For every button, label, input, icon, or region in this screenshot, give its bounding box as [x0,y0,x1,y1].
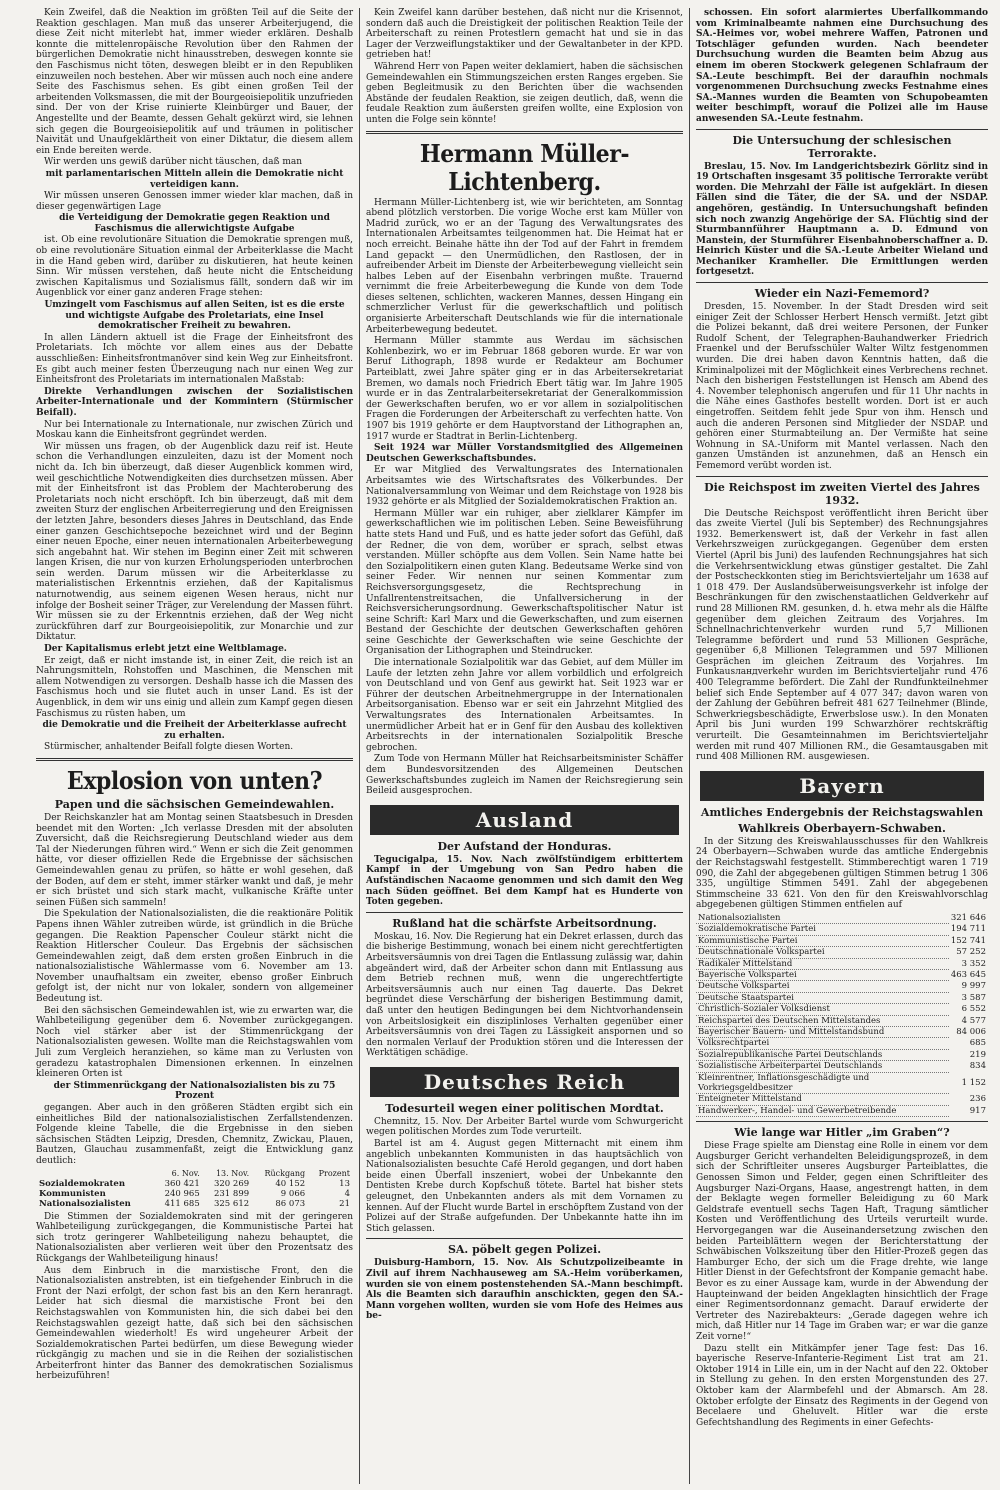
article-text: Zum Tode von Hermann Müller hat Reichsarbeitsminister Schäffer dem Bundesvorsitzenden des Allgemeinen Deutschen Gewerkschaftsbundes zugleich im Namen der Reichsregierung sein Beileid ausgesprochen. [366,754,683,797]
article-text: Breslau, 15. Nov. Im Landgerichtsbezirk Görlitz sind in 19 Ortschaften insgesamt 35 politische Terrorakte verübt worden. Die Mehrzahl der Fälle ist aufgeklärt. In diesen Fällen sind die Täter, die der SA. und der NSDAP. angehören, geständig. In Untersuchungshaft befinden sich noch zwanzig Angehörige der SA. Flüchtig sind der Sturmbannführer Hauptmann a. D. Edmund von Manstein, der Sturmführer Eisenbahnoberschaffner a. D. Heinrich Küster und die SA.-Leute Arbeiter Wieland und Mechaniker Kramheller. Die Ermittlungen werden fortgesetzt. [696,161,988,278]
vote-count: 219 [969,1049,986,1060]
vote-count: 685 [969,1038,986,1049]
party-name: Deutsche Staatspartei [696,992,949,1003]
vote-count: 917 [969,1105,986,1116]
vote-count: 236 [969,1094,986,1105]
party-name: Bayerischer Bauern- und Mittelstandsbund [696,1027,949,1038]
emphasis-text: Seit 1924 war Müller Vorstandsmitglied des Allgemeinen Deutschen Gewerkschaftsbundes. [366,443,683,464]
article-text: gegangen. Aber auch in den größeren Städten ergibt sich ein einheitliches Bild der nationalsozialistischen Zerfallstendenzen. Folgende kleine Tabelle, die die Ergebnisse in den sieben sächsischen Städten Leipzig, Dresden, Chemnitz, Zwickau, Plauen, Bautzen, Glauchau zusammenfaßt, zeigt die Entwicklung ganz deutlich: [36,1103,353,1166]
table-row [696,958,988,969]
table-row [36,1199,353,1209]
article-text: ist. Ob eine revolutionäre Situation die Demokratie sprengen muß, ob eine revolutionäre Situation einmal der Arbeiterklasse die Macht in die Hand geben wird, darüber zu diskutieren, hat heute keinen Sinn. Wir müssen verstehen, daß heute nicht die Entscheidung zwischen Kapitalismus und Sozialismus fällt, sondern daß wir im Augenblick vor einer ganz anderen Frage stehen: [36,235,353,299]
vote-count: 321 646 [950,913,986,924]
headline-mueller: Hermann Müller-Lichtenberg. [419,138,630,196]
article-text: Aus dem Einbruch in die marxistische Front, den die Nationalsozialisten anstrebten, ist ein tiefgehender Einbruch in die Front der Nazi erfolgt, der schon fast bis an den Kern heranragt. Leider hat sich diesmal die marxistische Front bei den Reichstagswahlen von Kommunisten hin, die sich dabei bei den Reichstagswahlen gezeigt hatte, daß sich bei den sächsischen Gemeindewahlen wiederholt! Es wird ungeheurer Arbeit der Sozialdemokratischen Partei bedürfen, um diese Bewegung wieder rückgängig zu machen und sie in die Reihen der sozialistischen Arbeiterfront hinter das Banner des demokratischen Sozialismus herbeizuführen! [36,1265,353,1382]
table-cell: 86 073 [275,1198,306,1209]
vote-count: 3 587 [961,992,986,1003]
vote-count: 834 [969,1061,986,1072]
table-cell: 13 [339,1178,350,1189]
subheadline-wahlkreis: Wahlkreis Oberbayern-Schwaben. [738,821,946,835]
party-name: Bayerische Volkspartei [696,970,949,981]
article-text: Dresden, 15. November. In der Stadt Dresden wird seit einiger Zeit der Schlosser Herbert Hensch vermißt. Jetzt gibt die Polizei bekannt, daß drei weitere Personen, der Funker Rudolf Schent, der Telegraphen-Bauhandwerker Friedrich Fraenkel und der Berufsschüler Walter Wiltz festgenommen wurden. Die drei haben davon Kenntnis hatten, daß die Kriminalpolizei mit der Möglichkeit eines Verbrechens rechnet. Nach den bisherigen Feststellungen ist Hensch am Abend des 4. November telephonisch angerufen und für 11 Uhr nachts in die Nähe eines Gasthofes bestellt worden. Dort ist er auch eingetroffen. Seitdem fehlt jede Spur von ihm. Hensch und auch die anderen Personen sind Mitglieder der NSDAP. und gehören einer Sturmabteilung an. Der Vermißte hat seine Wohnung in SA.-Uniform mit Mantel verlassen. Nach den ganzen Umständen ist anzunehmen, daß an Hensch ein Fememord verübt worden ist. [696,302,988,471]
headline-reichspost: Die Reichspost im zweiten Viertel des Jahres 1932. [704,480,980,507]
table-header-row [36,1169,353,1179]
divider [696,129,988,130]
article-text: Wir werden uns gewiß darüber nicht täuschen, daß man [44,157,303,168]
vote-count: 3 352 [961,958,986,969]
vote-count: 57 252 [956,947,986,958]
article-text: schossen. Ein sofort alarmiertes Überfallkommando vom Kriminalbeamte nahmen eine Durchsuchung des SA.-Heimes vor, wobei mehrere Waffen, Patronen und Totschläger gefunden wurden. Nach beendeter Durchsuchung wurden die Beamten beim Abzug aus einem im oberen Stockwerk gelegenen Schlafraum der SA.-Leute beschimpft. Bei der daraufhin nochmals vorgenommenen Durchsuchung zwecks Festnahme eines SA.-Mannes wurden die Beamten von Schupobeamten weiter beschimpft, worauf die Polizei alle im Hause anwesenden SA.-Leute festnahm. [696,8,988,124]
vote-count: 9 997 [961,981,986,992]
divider [366,1238,683,1239]
party-name: Kleinrentner, Inflationsgeschädigte und Vorkriegsgeldbesitzer [696,1072,949,1094]
section-banner-reich: Deutsches Reich [370,1067,679,1097]
divider [696,1121,988,1122]
article-text: Nur bei Internationale zu Internationale, nur zwischen Zürich und Moskau kann die Einheitsfront gegründet werden. [36,419,353,441]
article-text: Wir müssen uns fragen, ob der Augenblick dazu reif ist. Heute schon die Verhandlungen einzuleiten, dazu ist der Moment noch nicht da. Ich bin überzeugt, daß dieser Augenblick kommen wird, weil geschichtliche Notwendigkeiten dies durchsetzen müssen. Aber mit der Einheitsfront ist das Problem der Machteroberung des Proletariats noch nicht erschöpft. Ich bin überzeugt, daß mit dem zweiten Sturz der englischen Arbeiterregierung und den Ereignissen der letzten Jahre, besonders dieses Jahres in Deutschland, das Ende einer ganzen Geschichtsepoche bezeichnet wird und der Beginn einer neuen Epoche, einer neuen internationalen Arbeiterbewegung sich angebahnt hat. Wir stehen im Beginn einer Zeit mit schweren langen Krisen, die nur von kurzen Erholungsperioden unterbrochen sein werden. Darum müssen wir die Arbeiterklasse zu materialistischen Erkenntnis erziehen, daß der Kapitalismus naturnotwendig, aus seinem eigenen Wesen heraus, nicht nur infolge der Bosheit seiner Träger, zur Verelendung der Massen führt. Wir müssen sie zu der Erkenntnis erziehen, daß der Weg nicht zurückführen darf zur Bourgeoisiepolitik, zur Monarchie und zur Diktatur. [36,441,353,643]
divider [696,282,988,283]
table-row [696,924,988,935]
vote-count: 6 552 [961,1004,986,1015]
election-results-table [36,1169,353,1209]
emphasis-text: mit parlamentarischen Mitteln allein die Demokratie nicht verteidigen kann. [45,168,344,190]
article-text: Bartel ist am 4. August gegen Mitternacht mit einem ihm angeblich unbekannten Kommunisten in das hauptsächlich von Nationalsozialisten besuchte Café Herold gegangen, und dort haben beide einen Überfall inszeniert, wobei der Unbekannte den Dentisten Krebe durch Kopfschuß tötete. Bartel hat bisher stets geleugnet, den Unbekannten anders als mit dem Vornamen zu kennen. Auf der Flucht wurde Bartel in erschöpftem Zustand von der Polizei auf der Straße aufgefunden. Der Unbekannte hatte ihn im Stich gelassen. [366,1139,683,1234]
table-header [36,1169,153,1179]
party-name: Deutsche Volkspartei [696,981,949,992]
divider [366,131,683,134]
table-row [696,981,988,992]
table-row [696,1015,988,1026]
table-cell: Kommunisten [39,1188,106,1199]
table-row [36,1179,353,1189]
column-right [690,8,994,1484]
party-name: Radikaler Mittelstand [696,958,949,969]
table-cell: 325 612 [213,1198,250,1209]
headline-hitler-graben: Wie lange war Hitler „im Graben“? [734,1126,950,1140]
party-name: Handwerker-, Handel- und Gewerbetreibende [696,1105,949,1116]
article-text: In der Sitzung des Kreiswahlausschusses für den Wahlkreis 24 Oberbayern—Schwaben wurde das amtliche Endergebnis der Reichstagswahl festgestellt. Stimmberechtigt waren 1 719 090, die Zahl der abgegebenen gültigen Stimmen betrug 1 306 335, ungültige Stimmen 5491. Zahl der abgegebenen Stimmscheine 33 621. Von den für den Kreiswahlvorschlag abgegebenen gültigen Stimmen entfielen auf [696,836,988,911]
headline-explosion: Explosion von unten? [66,765,323,795]
article-text: Diese Frage spielte am Dienstag eine Rolle in einem vor dem Augsburger Gericht verhandelten Beleidigungsprozeß, in dem sich der Schriftleiter unseres Augsburger Parteiblattes, die Genossen Simon und Felder, gegen einen Schriftleiter des Augsburger Nazi-Organs, Haase, angestrengt hatten, in dem der Beklagte wegen formeller Beleidigung zu 60 Mark Geldstrafe eventuell sechs Tagen Haft, Tragung sämtlicher Kosten und Veröffentlichung des Urteils verurteilt wurde. Hervorgegangen war die Auseinandersetzung zwischen den beiden Parteiblättern wegen der Berichterstattung der Schwäbischen Volkszeitung über den Hitler-Prozeß gegen das Hamburger Echo, der sich um die Frage drehte, wie lange Hitler Dienst in der Gefechtsfront der Kompanie gemacht habe. Bevor es zu einer Aussage kam, wurde in der Abwendung der Haupteinwand der beiden Angeklagten hinsichtlich der Frage einer Regimentsordonnanz gemacht. Darauf erwiderte der Vertreter des Nazirebakteurs: „Gerade dagegen wehre ich mich, daß Hitler nur 14 Tage im Graben war; er war die ganze Zeit vorne!“ [696,1141,988,1342]
vote-count: 152 741 [950,935,986,946]
article-text: Hermann Müller war ein ruhiger, aber zielklarer Kämpfer im gewerkschaftlichen wie im politischen Leben. Seine Beweisführung hatte stets Hand und Fuß, und es hatte jeder sofort das Gefühl, daß der Redner, die von dem, worüber er sprach, selbst etwas verstanden. Müller schöpfte aus dem Vollen. Sein Name hatte bei den Sozialpolitikern einen guten Klang. Bedeutsame Werke sind von seiner Feder. Wir nennen nur seinen Kommentar zum Reichsversorgungsgesetz, die Rechtsprechung in Unfallrentenstreitsachen, die Unfallversicherung in der Reichsversicherungsordnung. Gewerkschaftspolitischer Natur ist seine Schrift: Karl Marx und die Gewerkschaften, und zum eisernen Bestand der Geschichte der deutschen Gewerkschaften gehören seine Geschichte der Gewerkschaften wie seine Geschichte der Organisation der Lithographen und Steindrucker. [366,508,683,657]
article-text: Dazu stellt ein Mitkämpfer jener Tage fest: Das 16. bayerische Reserve-Infanterie-Regiment List trat am 21. Oktober 1914 in Lille ein, um in der Nacht auf den 22. Oktober in Stellung zu gehen. In den ersten Morgenstunden des 27. Oktober kam der Alarmbefehl und der Abmarsch. Am 28. Oktober erfolgte der Einsatz des Regiments in der Gegend von Becelaere und Gheluvelt. Hitler war die erste Gefechtshandlung des Regiments in einer Gefechts- [696,1343,988,1428]
divider [36,758,353,761]
table-cell: 231 899 [213,1188,250,1199]
table-row [696,935,988,946]
headline-honduras: Der Aufstand der Honduras. [437,839,612,853]
party-name: Volksrechtpartei [696,1038,949,1049]
party-name: Reichspartei des Deutschen Mittelstandes [696,1015,949,1026]
article-text: Kein Zweifel kann darüber bestehen, daß nicht nur die Krisennot, sondern daß auch die Dreistigkeit der politischen Reaktion Teile der Arbeiterschaft zu reinen Protestlern gemacht hat und sie in das Lager der Verzweiflungstaktiker und der Gewaltanbeter in der KPD. getrieben hat! [366,8,683,61]
headline-fememord: Wieder ein Nazi-Fememord? [754,287,930,301]
headline-sa-polizei: SA. pöbelt gegen Polizei. [447,1243,602,1257]
emphasis-text: Direkte Verhandlungen zwischen der Sozialistischen Arbeiter-Internationale und der Kommintern (Stürmischer Beifall). [36,386,353,418]
article-text: Wir müssen unseren Genossen immer wieder klar machen, daß in dieser gegenwärtigen Lage [36,191,353,212]
subheadline-papen: Papen und die sächsischen Gemeindewahlen. [54,797,335,811]
table-row [696,992,988,1003]
table-row [696,1027,988,1038]
divider [696,476,988,477]
table-row [36,1189,353,1199]
article-text: Moskau, 16. Nov. Die Regierung hat ein Dekret erlassen, durch das die bisherige Bestimmung, wonach bei einem nicht gerechtfertigten Arbeitsversäumnis von drei Tagen die Entlassung zulässig war, dahin abgeändert wird, daß der Arbeiter schon dann mit Entlassung aus dem Betrieb rechnen muß, wenn die ungerechtfertigte Arbeitsversäumnis auch nur einen Tag dauerte. Das Dekret begründet diese Verschärfung der bisherigen Bestimmung damit, daß unter den heutigen Bedingungen bei dem Nichtvorhandensein von Arbeitslosigkeit ein disziplinloses Verhalten gegenüber einer Arbeitsversäumnis von drei Tagen zu Lässigkeit anspornen und so den normalen Verlauf der Produktion stören und die Interessen der Werktätigen schädige. [366,931,683,1059]
article-text: Während Herr von Papen weiter deklamiert, haben die sächsischen Gemeindewahlen ein Stimmungszeichen ersten Ranges ergeben. Sie geben Begleitmusik zu den Berichten über die wachsenden Abstände der feudalen Reaktion, sie zeigen deutlich, daß, wenn die feudale Reaktion zum äußersten greifen wollte, eine Explosion von unten die Folge sein könnte! [366,61,683,125]
table-row [696,1004,988,1015]
article-text: Tegucigalpa, 15. Nov. Nach zwölfstündigem erbittertem Kampf in der Umgebung von San Pedro haben die Aufständischen Nacaome genommen und sich damit den Weg nach Süden geöffnet. Bei dem Kampf hat es Hunderte von Toten gegeben. [366,854,683,908]
section-banner-bayern: Bayern [700,771,984,801]
article-text: Bei den sächsischen Gemeindewahlen ist, wie zu erwarten war, die Wahlbeteiligung gegenüber dem 6. November zurückgegangen. Noch viel stärker aber ist der Stimmenrückgang der Nationalsozialisten gewesen. Wollte man die Reichstagswahlen vom Juli zum Vergleich heranziehen, so käme man zu Verlusten von geradezu katastrophalen Dimensionen erkennen. In einzelnen kleineren Orten ist [36,1005,353,1080]
article-text: Hermann Müller-Lichtenberg ist, wie wir berichteten, am Sonntag abend plötzlich verstorben. Die vorige Woche erst kam Müller von Madrid zurück, wo er an der Tagung des Verwaltungsrates des Internationalen Arbeitsamtes teilgenommen hat. Die Heimat hat er noch erreicht. Beinahe hätte ihn der Tod auf der Fahrt in fremdem Land gepackt — den Unermüdlichen, den Rastlosen, der in aufreibender Arbeit im Dienste der Arbeiterbewegung vielleicht sein halbes Leben auf der Eisenbahn verbringen mußte. Trauernd vernimmt die freie Arbeiterbewegung die Kunde von dem Tode dieses seltenen, schlichten, wackeren Mannes, dessen Hingang ein schmerzlicher Verlust für die gewerkschaftlich und politisch organisierte Arbeiterschaft Deutschlands wie für die internationale Arbeiterbewegung bedeutet. [366,197,683,335]
column-left [30,8,360,1484]
table-row [696,1094,988,1105]
article-text: In allen Ländern aktuell ist die Frage der Einheitsfront des Proletariats. Ich möchte vor allem eines aus der Debatte ausschließen: Einheitsfrontmanöver sind kein Weg zur Einheitsfront. Es gibt auch meiner festen Überzeugung nach nur einen Weg zur Einheitsfront des Proletariats im internationalen Maßstab: [36,332,353,386]
table-header: Prozent [318,1168,350,1178]
headline-russland: Rußland hat die schärfste Arbeitsordnung. [392,916,657,930]
applause-note: Stürmischer, anhaltender Beifall folgte diesen Worten. [44,742,294,753]
table-cell: Sozialdemokraten [39,1178,126,1189]
article-text: Duisburg-Hamborn, 15. Nov. Als Schutzpolizeibeamte in Zivil auf ihrem Nachhauseweg am SA.-Heim vorüberkamen, wurden sie von einem postenstehenden SA.-Mann beschimpft. Als die Beamten sich daraufhin anschickten, gegen den SA.-Mann vorgehen wollten, wurden sie vom Hofe des Heimes aus be- [366,1258,683,1322]
article-text: Kein Zweifel, daß die Neaktion im größten Teil auf die Seite der Reaktion geschlagen. Man muß das unserer Arbeiterjugend, die diese Zeit nicht miterlebt hat, immer wieder erklären. Deshalb konnte die mittelenropäische Revolution über den Rahmen der bürgerlichen Demokratie nicht hinausstreben, deswegen konnte sie den Faschismus nicht töten, deswegen bleibt er in den Republiken einzuweilen noch bestehen. Aber wir müssen auch noch eine andere Seite des Faschismus sehen. Es gibt einen großen Teil der arbeitenden Volksmassen, die mit der Bourgeoisiepolitik unzufrieden sind. Der von der Krise ruinierte Kleinbürger und Bauer, der Angestellte und der Beamte, dessen Gehalt gekürzt wird, sie lehnen sich gegen die Bourgeoisiepolitik auf und träumen in politischer Naivität und Unaufgeklärtheit von einer Diktatur, die diesem allem ein Ende bereiten werde. [36,8,353,156]
table-header: 6. Nov. [171,1168,200,1178]
party-name: Sozialrepublikanische Partei Deutschlands [696,1049,949,1060]
article-text: Die internationale Sozialpolitik war das Gebiet, auf dem Müller im Laufe der letzten zehn Jahre vor allem vorbildlich und erfolgreich von Deutschland und von Genf aus gewirkt hat. Seit 1923 war er Führer der deutschen Arbeitnehmergruppe in der Internationalen Arbeitsorganisation. Ebenso war er seit ein Jahrzehnt Mitglied des Verwaltungsrates des Internationalen Arbeitsamtes. In unermüdlicher Arbeit hat er in Genf für den Ausbau des kollektiven Arbeitsrechts in der internationalen Sozialpolitik Bresche gebrochen. [366,658,683,753]
headline-todesurteil: Todesurteil wegen einer politischen Mordtat. [385,1101,664,1115]
table-row [696,1049,988,1060]
vote-count: 463 645 [950,970,986,980]
party-name: Sozialdemokratische Partei [696,924,949,935]
table-header: Rückgang [264,1168,306,1178]
table-row [696,1038,988,1049]
article-text: Die Deutsche Reichspost veröffentlicht ihren Bericht über das zweite Viertel (Juli bis September) des Rechnungsjahres 1932. Bemerkenswert ist, daß der Verkehr in fast allen Verkehrszweigen zurückgegangen. Gegenüber dem ersten Viertel (April bis Juni) des laufenden Rechnungsjahres hat sich die Verkehrsentwicklung etwas günstiger gestaltet. Die Zahl der Postscheckkonten stieg im Berichtsvierteljahr um 1638 auf 1 018 479. Der Auslandsüberweisungsverkehr ist infolge der Beschränkungen für den zwischenstaatlichen Geldverkehr auf rund 28 Millionen RM. gesunken, d. h. etwa mehr als die Hälfte gegenüber dem gleichen Zeitraum des Vorjahres. Im Schnellnachrichtenverkehr wurden rund 5,7 Millionen Telegramme befördert und rund 53 Millionen Gespräche, gegenüber 6,8 Millionen Telegrammen und 597 Millionen Gesprächen im gleichen Zeitraum des Vorjahres. Im Funkausландverkehr wurden im Berichtsvierteljahr rund 476 400 Telegramme befördert. Die Zahl der Rundfunkteilnehmer belief sich Ende September auf 4 077 347; davon waren von der Zahlung der Gebühren befreit 481 627 Teilnehmer (Blinde, Schwerkriegsbeschädigte, Erwerbslose usw.). In den Monaten April bis Juni wurden 199 Schwarzhörer rechtskräftig verurteilt. Die Gesamteinnahmen im Berichtsvierteljahr werden mit rund 407 Millionen RM., die Gesamtausgaben mit rund 408 Millionen RM. ausgewiesen. [696,508,988,763]
column-middle [360,8,690,1484]
emphasis-text: Umzingelt vom Faschismus auf allen Seiten, ist es die erste und wichtigste Aufgabe des Proletariats, eine Insel demokratischer Freiheit zu bewahren. [44,300,345,332]
emphasis-text: die Demokratie und die Freiheit der Arbeiterklasse aufrecht zu erhalten. [42,720,347,741]
divider [366,912,683,913]
article-text: Die Stimmen der Sozialdemokraten sind mit der geringeren Wahlbeteiligung zurückgegangen, die Kommunistische Partei hat sich trotz geringerer Wahlbeteiligung nahezu behauptet, die Nationalsozialisten aber verlieren weit über den Prozentsatz des Rückgangs der Wahlbeteiligung hinaus! [36,1211,353,1264]
table-cell: 360 421 [164,1178,200,1189]
table-row [696,947,988,958]
vote-results-table [696,913,988,1117]
article-text: Hermann Müller stammte aus Werdau im sächsischen Kohlenbezirk, wo er im Februar 1868 geboren wurde. Er war von Beruf Lithograph, 1898 wurde er Redakteur am Bochumer Parteiblatt, zwei Jahre später ging er in das Arbeitersekretariat Bremen, wo damals noch Friedrich Ebert tätig war. Im Jahre 1905 wurde er in das Zentralarbeitersekretariat der Generalkommission der Gewerkschaften berufen, wo er vor allem in sozialpolitischen Fragen die Forderungen der Arbeiterschaft zu verfechten hatte. Von 1907 bis 1919 gehörte er dem Hauptvorstand der Lithographen an, 1917 wurde er Stadtrat in Berlin-Lichtenberg. [366,336,683,442]
table-cell: 9 066 [280,1188,306,1199]
section-banner-ausland: Ausland [370,805,679,835]
table-cell: Nationalsozialisten [39,1198,131,1209]
vote-count: 1 152 [961,1077,986,1088]
emphasis-text: der Stimmenrückgang der Nationalsozialisten bis zu 75 Prozent [53,1080,336,1102]
table-cell: 320 269 [213,1178,250,1189]
table-header: 13. Nov. [215,1168,250,1178]
table-row [696,1061,988,1072]
vote-count: 4 577 [961,1015,986,1026]
table-row [696,1072,988,1094]
party-name: Nationalsozialisten [696,913,949,924]
table-cell: 40 152 [275,1178,306,1189]
table-row [696,970,988,981]
table-cell: 240 965 [164,1188,200,1199]
party-name: Sozialistische Arbeiterpartei Deutschlands [696,1061,949,1072]
article-text: Die Spekulation der Nationalsozialisten, die die reaktionäre Politik Papens ihnen Wähler zutreiben würde, ist gründlich in die Brüche gegangen. Die Reaktion Papenscher Couleur stärkt nicht die Reaktion Hitlerscher Couleur. Das Ergebnis der sächsischen Gemeindewahlen zeigt, daß dem ersten großen Einbruch in die nationalsozialistische Wählermasse vom 6. November am 13. November unaufhaltsam ein zweiter, ebenso großer Einbruch gefolgt ist, der nicht nur von lokaler, sondern von allgemeiner Bedeutung ist. [36,909,353,1005]
party-name: Enteigneter Mittelstand [696,1094,949,1105]
emphasis-text: Der Kapitalismus erlebt jetzt eine Weltblamage. [44,644,287,655]
article-text: Er war Mitglied des Verwaltungsrates des Internationalen Arbeitsamtes wie des Wirtschaftsrates des Völkerbundes. Der Nationalversammlung von Weimar und dem Reichstage von 1928 bis 1932 gehörte er als Mitglied der Sozialdemokratischen Fraktion an. [366,465,683,508]
table-cell: 21 [339,1198,350,1209]
table-row [696,913,988,924]
vote-count: 194 711 [950,924,986,935]
party-name: Christlich-Sozialer Volksdienst [696,1004,949,1015]
article-text: Chemnitz, 15. Nov. Der Arbeiter Bartel wurde vom Schwurgericht wegen politischen Mordes zum Tode verurteilt. [366,1116,683,1138]
table-cell: 4 [344,1188,350,1199]
table-cell: 411 685 [164,1198,200,1209]
article-text: Der Reichskanzler hat am Montag seinen Staatsbesuch in Dresden beendet mit den Worten: „Ich verlasse Dresden mit der absoluten Zuversicht, daß die Reichsregierung Deutschland wieder aus dem Tal der Niederungen führen wird.“ Wenn er sich die Zeit genommen hätte, vor dieser offiziellen Rede die Ergebnisse der sächsischen Gemeindewahlen genau zu prüfen, so hätte er wohl gesehen, daß der Boden, auf dem er steht, immer stärker wankt und daß, je mehr er sich brüstet und sich stark macht, vulkanische Kräfte unter seinen Füßen sich sammeln! [36,812,353,908]
party-name: Kommunistische Partei [696,935,949,946]
headline-schlesien: Die Untersuchung der schlesischen Terrorakte. [732,133,952,160]
article-text: Er zeigt, daß er nicht imstande ist, in einer Zeit, die reich ist an Nahrungsmitteln, Rohstoffen und Maschinen, die Menschen mit allem Notwendigen zu versorgen. Deshalb hasse ich die Massen des Faschismus hoch und sie flutet auch in unser Land. Es ist der Augenblick, in dem wir uns einig und allein zum Kampf gegen diesen Faschismus zu rüsten haben, um [36,655,353,719]
emphasis-text: die Verteidigung der Demokratie gegen Reaktion und Faschismus die allerwichtigste Aufgabe [59,213,330,234]
party-name: Deutschnationale Volkspartei [696,947,949,958]
vote-count: 84 006 [956,1027,986,1038]
headline-endergebnis: Amtliches Endergebnis der Reichstagswahlen [700,805,984,819]
table-row [696,1105,988,1116]
